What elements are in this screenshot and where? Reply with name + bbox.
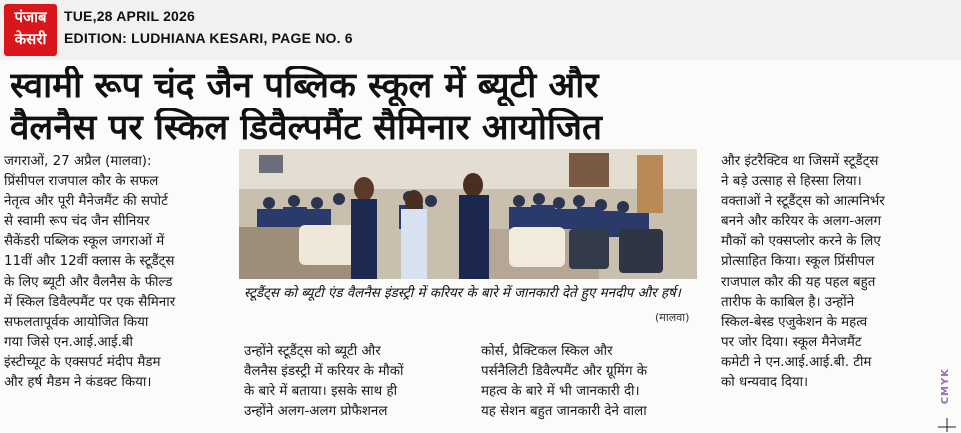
text-line: और इंटरैक्टिव था जिसमें स्टूडैंट्स bbox=[721, 154, 879, 169]
text-line: कोर्स, प्रैक्टिकल स्किल और bbox=[481, 344, 613, 359]
text-line: पर्सनैलिटी डिवैल्पमैंट और ग्रूमिंग के bbox=[481, 364, 648, 380]
text-line: स्किल-बेस्ड एजुकेशन के महत्व bbox=[721, 314, 868, 330]
text-line: सैकेंडरी पब्लिक स्कूल जगराओं में bbox=[4, 234, 165, 250]
photo-credit: (मालवा) bbox=[655, 311, 690, 324]
issue-date: TUE,28 APRIL 2026 bbox=[64, 8, 196, 24]
text-line: से स्वामी रूप चंद जैन सीनियर bbox=[4, 214, 150, 230]
text-line: के बारे में बताया। इसके साथ ही bbox=[244, 384, 398, 400]
text-line: और हर्ष मैडम ने कंडक्ट किया। bbox=[4, 375, 152, 391]
text-line: के लिए ब्यूटी और वैलनैस के फील्ड bbox=[4, 274, 173, 290]
text-line: पर जोर दिया। स्कूल मैनेजमैंट bbox=[721, 334, 862, 350]
article-column-2 bbox=[244, 342, 459, 422]
headline-line-2: वैलनैस पर स्किल डिवैल्पमैंट सैमिनार आयोजित bbox=[10, 108, 602, 148]
text-line: नेतृत्व और पूरी मैनेजमैंट की सपोर्ट bbox=[4, 194, 168, 210]
news-photo bbox=[239, 149, 697, 279]
text-line: राजपाल कौर की यह पहल बहुत bbox=[721, 274, 876, 290]
logo-line-2: केसरी bbox=[14, 30, 47, 48]
text-line: में स्किल डिवैल्पमैंट पर एक सैमिनार bbox=[4, 294, 176, 310]
cmyk-print-mark: CMYK bbox=[940, 368, 951, 405]
text-line: सफलतापूर्वक आयोजित किया bbox=[4, 314, 149, 330]
text-line: जगराओं, 27 अप्रैल (मालवा): bbox=[4, 154, 152, 169]
text-line: कमेटी ने एन.आई.आई.बी. टीम bbox=[721, 354, 872, 370]
article-column-4 bbox=[721, 152, 937, 393]
article-column-3 bbox=[481, 342, 699, 422]
text-line: वक्ताओं ने स्टूडैंट्स को आत्मनिर्भर bbox=[721, 194, 885, 210]
text-line: को धन्यवाद दिया। bbox=[721, 375, 809, 391]
text-line: ने बड़े उत्साह से हिस्सा लिया। bbox=[721, 174, 862, 190]
photo-caption: स्टूडैंट्स को ब्यूटी एंड वैलनैस इंडस्ट्री में करियर के बारे में जानकारी देते हुए मनदीप और हर्ष। bbox=[244, 286, 681, 301]
text-line: तारीफ के काबिल है। उन्होंने bbox=[721, 294, 855, 310]
text-line: बनने और करियर के अलग-अलग bbox=[721, 214, 881, 230]
registration-mark-icon bbox=[938, 418, 956, 432]
article-column-1 bbox=[4, 152, 230, 393]
text-line: यह सेशन बहुत जानकारी देने वाला bbox=[481, 404, 647, 420]
text-line: उन्होंने स्टूडैंट्स को ब्यूटी और bbox=[244, 344, 381, 359]
text-line: प्रोत्साहित किया। स्कूल प्रिंसीपल bbox=[721, 254, 875, 270]
text-line: वैलनैस इंडस्ट्री में करियर के मौकों bbox=[244, 364, 404, 380]
text-line: उन्होंने अलग-अलग प्रोफैशनल bbox=[244, 404, 388, 420]
text-line: महत्व के बारे में भी जानकारी दी। bbox=[481, 384, 640, 400]
edition-info: EDITION: LUDHIANA KESARI, PAGE NO. 6 bbox=[64, 30, 353, 46]
text-line: प्रिंसीपल राजपाल कौर के सफल bbox=[4, 174, 159, 190]
newspaper-logo bbox=[4, 4, 57, 56]
text-line: 11वीं और 12वीं क्लास के स्टूडैंट्स bbox=[4, 254, 175, 270]
text-line: इंस्टीच्यूट के एक्सपर्ट मंदीप मैडम bbox=[4, 354, 161, 370]
headline-line-1: स्वामी रूप चंद जैन पब्लिक स्कूल में ब्यूटी और bbox=[10, 66, 599, 106]
text-line: मौकों को एक्सप्लोर करने के लिए bbox=[721, 234, 881, 250]
text-line: गया जिसे एन.आई.आई.बी bbox=[4, 334, 133, 350]
logo-line-1: पंजाब bbox=[14, 8, 47, 26]
